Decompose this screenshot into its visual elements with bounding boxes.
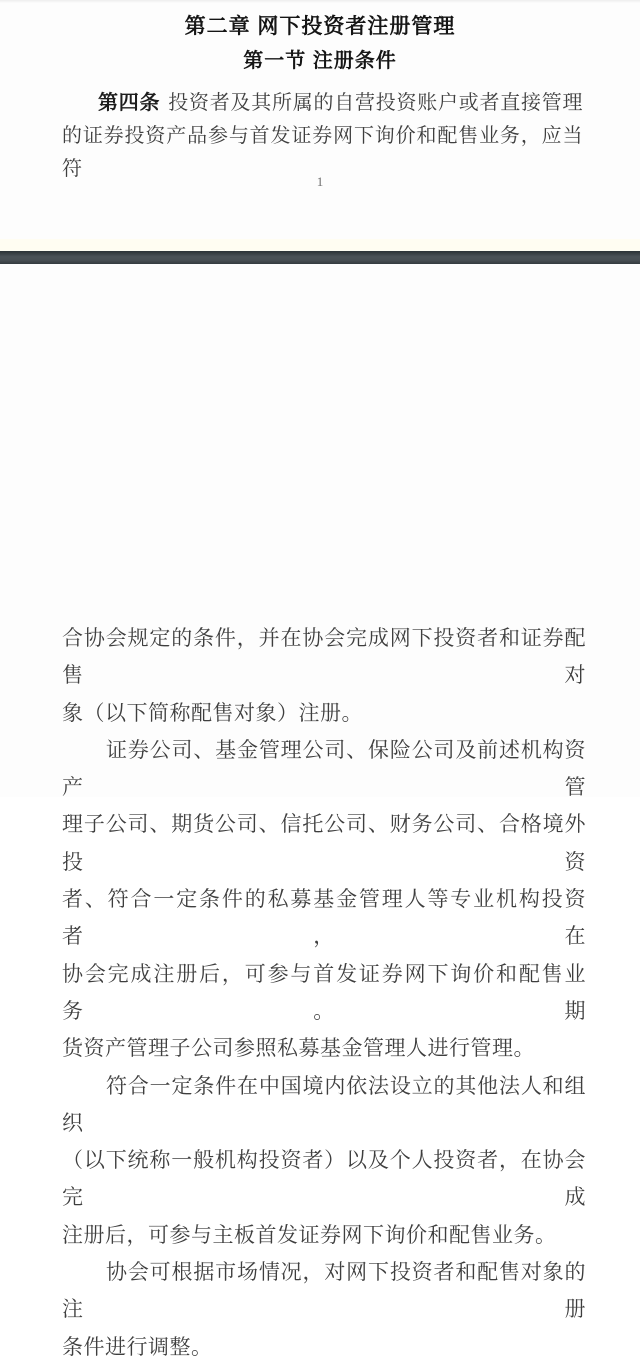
text-line: 条件进行调整。 bbox=[62, 1334, 213, 1359]
text-line: 注册后，可参与主板首发证券网下询价和配售业务。 bbox=[62, 1222, 557, 1247]
text-line: 者、符合一定条件的私募基金管理人等专业机构投资者，在 bbox=[62, 887, 586, 949]
text-line: 协会完成注册后，可参与首发证券网下询价和配售业务。期 bbox=[62, 961, 586, 1023]
text-line: 协会可根据市场情况，对网下投资者和配售对象的注册 bbox=[62, 1260, 586, 1322]
text-line: 理子公司、期货公司、信托公司、财务公司、合格境外投资 bbox=[62, 812, 586, 874]
page2-body bbox=[62, 620, 586, 1366]
text-line: 象（以下简称配售对象）注册。 bbox=[62, 700, 363, 725]
page1-body bbox=[62, 87, 583, 186]
text-line: 的证券投资产品参与首发证券网下询价和配售业务，应当符 bbox=[62, 125, 583, 180]
text-line: 证券公司、基金管理公司、保险公司及前述机构资产管 bbox=[62, 737, 586, 800]
chapter-title: 第二章 网下投资者注册管理 bbox=[184, 15, 456, 38]
text-line: 合协会规定的条件，并在协会完成网下投资者和证券配售对 bbox=[62, 626, 586, 688]
paragraph-line bbox=[62, 87, 583, 120]
page-1 bbox=[0, 0, 640, 251]
page-number: 1 bbox=[316, 174, 324, 189]
text-line: 符合一定条件在中国境内依法设立的其他法人和组织 bbox=[62, 1073, 586, 1135]
page-2 bbox=[0, 264, 640, 1359]
page-break-bar bbox=[0, 251, 640, 264]
text-line: 货资产管理子公司参照私募基金管理人进行管理。 bbox=[62, 1036, 535, 1061]
text-line: （以下统称一般机构投资者）以及个人投资者，在协会完成 bbox=[62, 1148, 586, 1210]
text-line: 投资者及其所属的自营投资账户或者直接管理 bbox=[168, 92, 583, 114]
section-title: 第一节 注册条件 bbox=[243, 50, 397, 72]
page1-bottom-edge bbox=[0, 239, 640, 251]
article-number-label: 第四条 bbox=[98, 92, 161, 114]
